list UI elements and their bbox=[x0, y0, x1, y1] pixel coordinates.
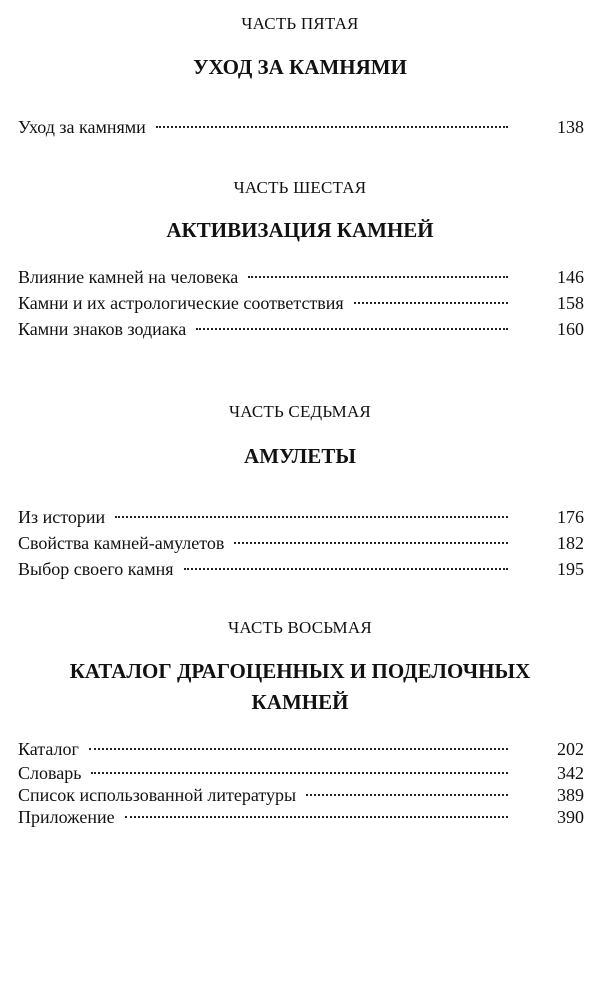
dot-leader bbox=[115, 516, 508, 518]
part-5-toc bbox=[18, 114, 584, 140]
part-7-label: ЧАСТЬ СЕДЬМАЯ bbox=[229, 402, 371, 421]
toc-entry[interactable] bbox=[18, 290, 584, 316]
toc-entry-page: 146 bbox=[557, 267, 584, 287]
toc-entry-title: Свойства камней-амулетов bbox=[18, 533, 225, 553]
toc-entry-page: 176 bbox=[557, 507, 584, 527]
toc-entry-page: 389 bbox=[557, 785, 584, 805]
part-8-title-line-2: КАМНЕЙ bbox=[251, 690, 349, 714]
toc-entry[interactable] bbox=[18, 762, 584, 784]
toc-entry[interactable] bbox=[18, 114, 584, 140]
toc-entry-page: 195 bbox=[557, 559, 584, 579]
toc-entry[interactable] bbox=[18, 784, 584, 806]
dot-leader bbox=[306, 794, 508, 796]
dot-leader bbox=[234, 542, 508, 544]
toc-entry-page: 390 bbox=[557, 807, 584, 827]
dot-leader bbox=[156, 126, 508, 128]
part-8-title-line-1: КАТАЛОГ ДРАГОЦЕННЫХ И ПОДЕЛОЧНЫХ bbox=[69, 659, 531, 683]
toc-entry[interactable] bbox=[18, 736, 584, 762]
dot-leader bbox=[125, 816, 508, 818]
part-6-label: ЧАСТЬ ШЕСТАЯ bbox=[233, 178, 367, 197]
toc-entry-page: 202 bbox=[557, 739, 584, 759]
part-5-title: УХОД ЗА КАМНЯМИ bbox=[193, 55, 407, 79]
toc-entry[interactable] bbox=[18, 530, 584, 556]
dot-leader bbox=[184, 568, 508, 570]
toc-entry[interactable] bbox=[18, 316, 584, 342]
dot-leader bbox=[89, 748, 508, 750]
toc-entry[interactable] bbox=[18, 556, 584, 582]
toc-entry-title: Каталог bbox=[18, 739, 79, 759]
toc-entry-title: Влияние камней на человека bbox=[18, 267, 239, 287]
part-8-title bbox=[20, 656, 580, 718]
toc-entry-title: Приложение bbox=[18, 807, 115, 827]
toc-entry-page: 342 bbox=[557, 763, 584, 783]
toc-entry-title: Из истории bbox=[18, 507, 106, 527]
part-7-toc bbox=[18, 504, 584, 582]
part-6-toc bbox=[18, 264, 584, 342]
dot-leader bbox=[91, 772, 508, 774]
toc-entry-title: Камни знаков зодиака bbox=[18, 319, 187, 339]
toc-entry-title: Камни и их астрологические соответствия bbox=[18, 293, 344, 313]
toc-entry-page: 138 bbox=[557, 117, 584, 137]
toc-entry-page: 160 bbox=[557, 319, 584, 339]
toc-entry[interactable] bbox=[18, 264, 584, 290]
dot-leader bbox=[354, 302, 508, 304]
part-5-label: ЧАСТЬ ПЯТАЯ bbox=[241, 14, 359, 33]
toc-entry-title: Выбор своего камня bbox=[18, 559, 174, 579]
dot-leader bbox=[248, 276, 508, 278]
part-8-label: ЧАСТЬ ВОСЬМАЯ bbox=[228, 618, 372, 637]
part-6-title: АКТИВИЗАЦИЯ КАМНЕЙ bbox=[166, 218, 434, 242]
dot-leader bbox=[196, 328, 508, 330]
toc-entry[interactable] bbox=[18, 806, 584, 828]
toc-entry-page: 182 bbox=[557, 533, 584, 553]
toc-entry-title: Список использованной литературы bbox=[18, 785, 297, 805]
part-8-toc bbox=[18, 736, 584, 828]
toc-entry-page: 158 bbox=[557, 293, 584, 313]
part-7-title: АМУЛЕТЫ bbox=[244, 444, 356, 468]
toc-entry-title: Словарь bbox=[18, 763, 82, 783]
toc-entry[interactable] bbox=[18, 504, 584, 530]
toc-entry-title: Уход за камнями bbox=[18, 117, 146, 137]
